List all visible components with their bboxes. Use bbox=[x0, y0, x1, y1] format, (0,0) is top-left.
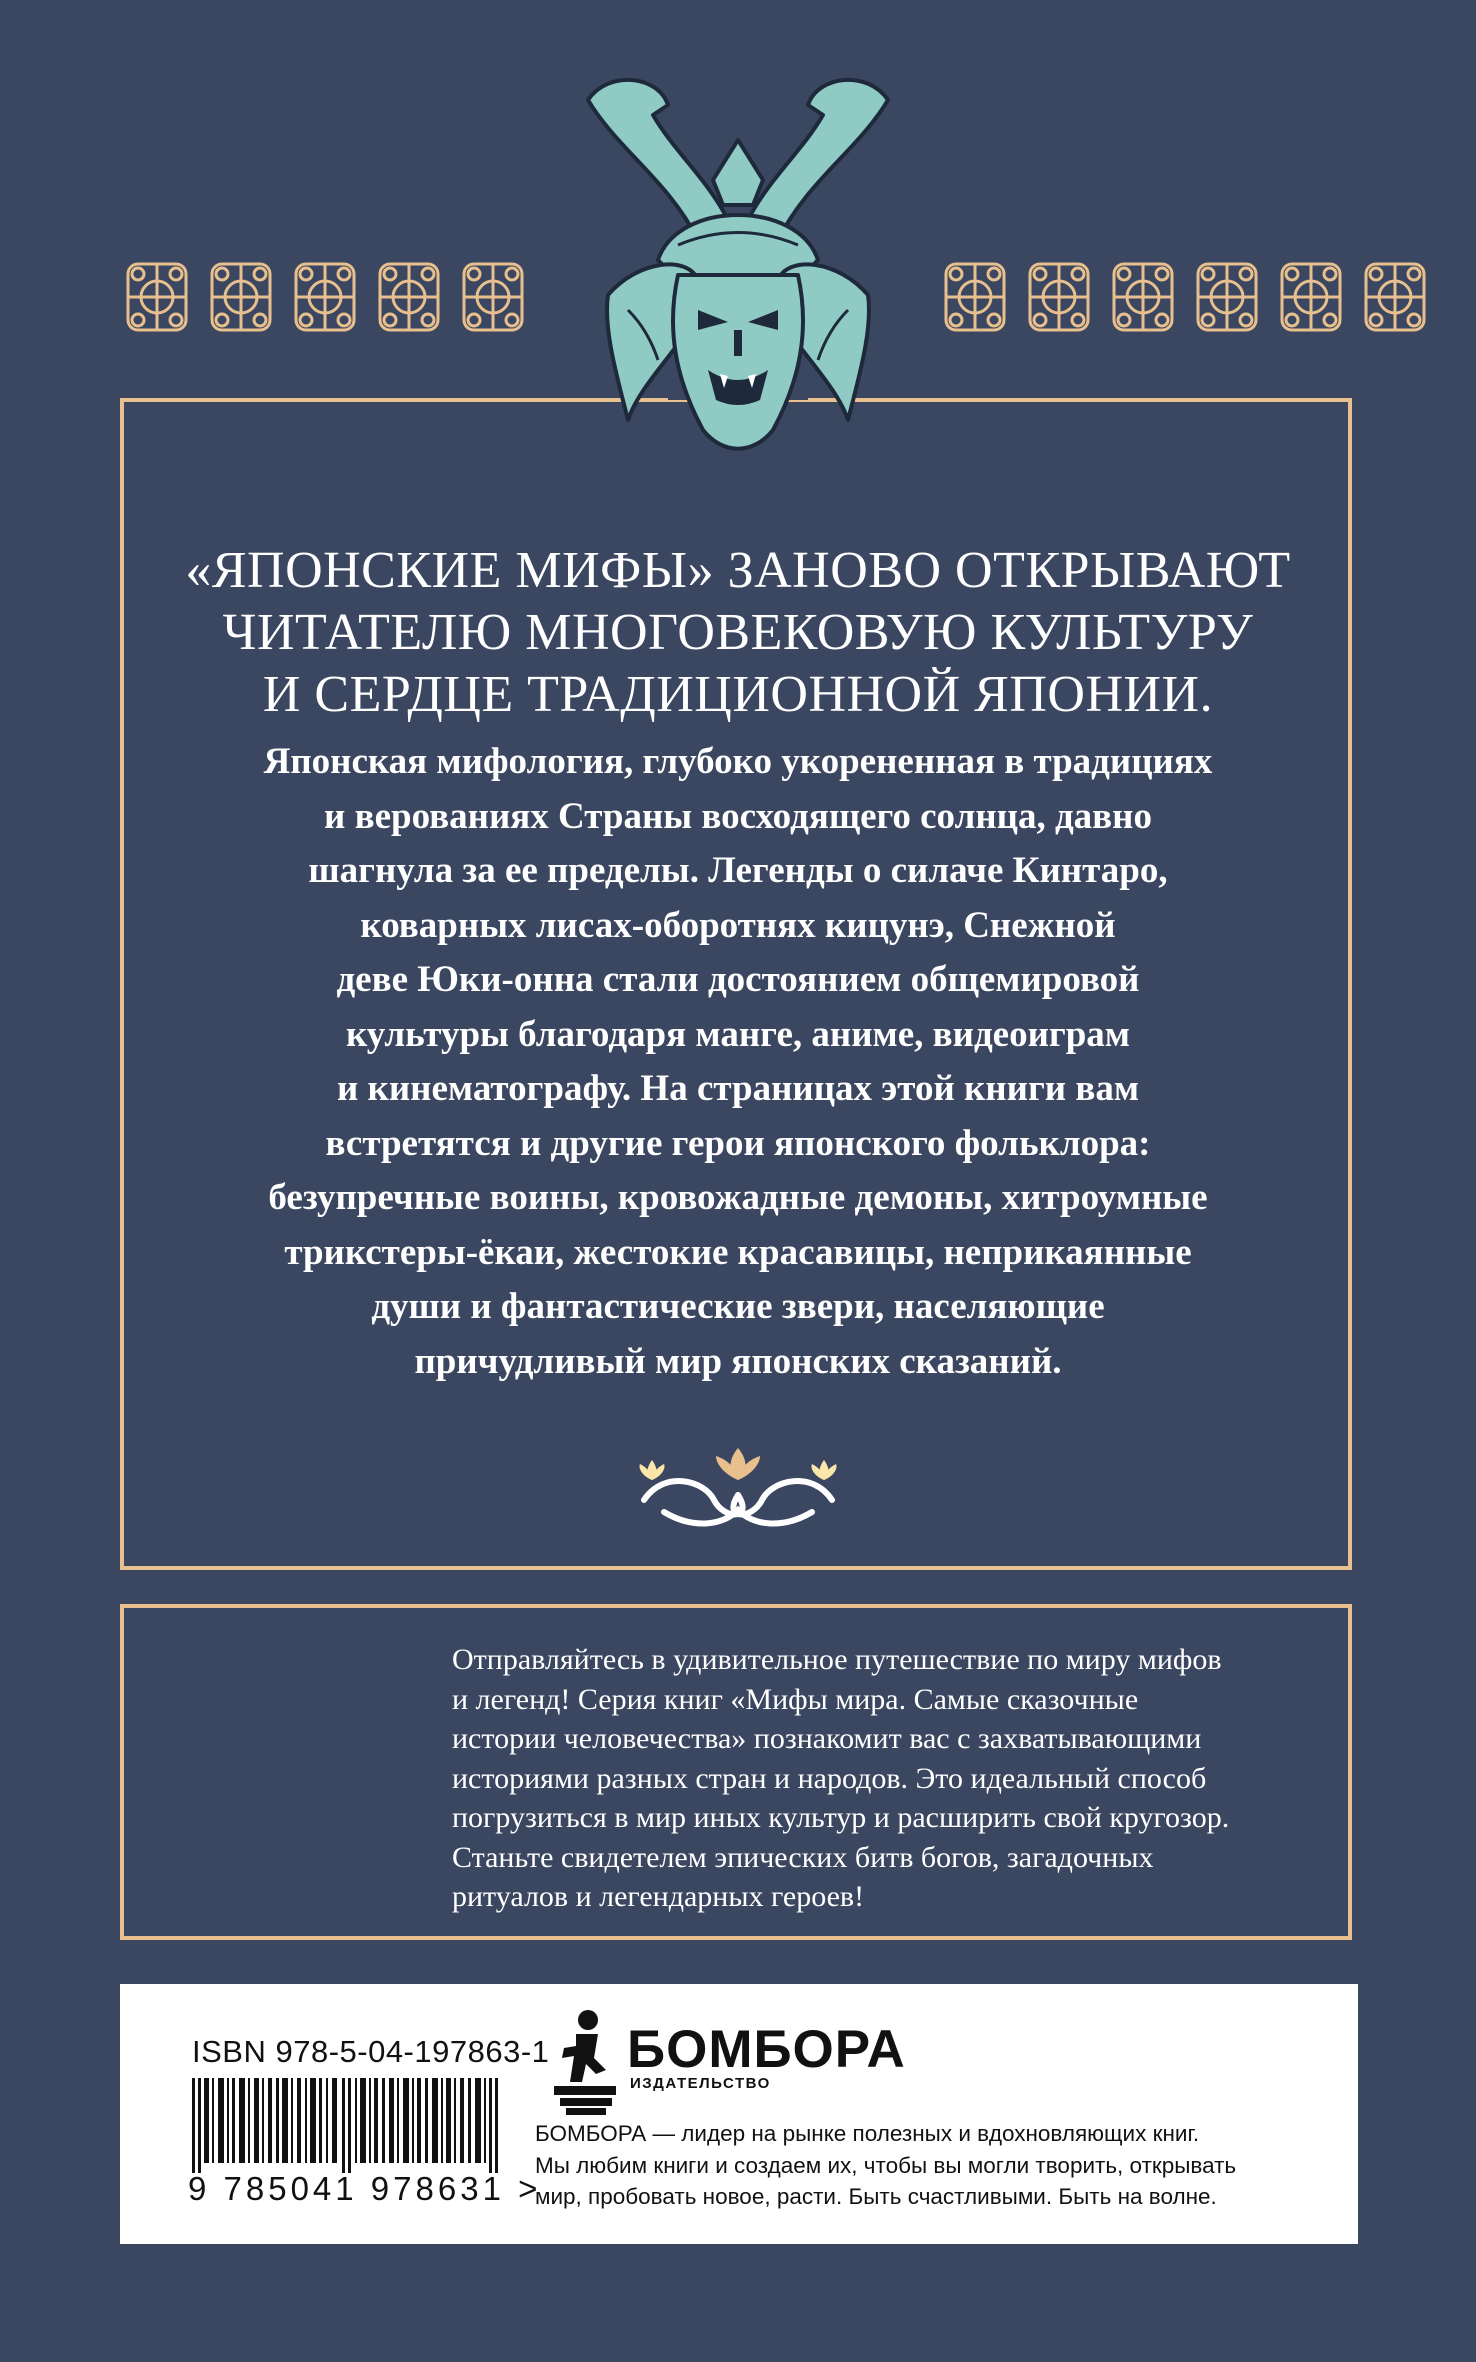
celtic-knot-icon bbox=[118, 252, 196, 342]
series-line: ритуалов и легендарных героев! bbox=[452, 1880, 865, 1913]
celtic-knot-icon bbox=[202, 252, 280, 342]
description-line: и кинематографу. На страницах этой книги вам bbox=[336, 1068, 1140, 1109]
knot-border-right bbox=[936, 252, 1434, 342]
description-line: трикстеры-ёкаи, жестокие красавицы, неприкаянные bbox=[284, 1231, 1192, 1273]
description-line: безупречные воины, кровожадные демоны, хитроумные bbox=[268, 1177, 1208, 1218]
description-line: души и фантастические звери, населяющие bbox=[371, 1286, 1105, 1327]
celtic-knot-icon bbox=[454, 252, 532, 342]
description-line: и верованиях Страны восходящего солнца, давно bbox=[324, 795, 1152, 837]
description bbox=[160, 735, 1316, 1389]
publisher-subtitle: ИЗДАТЕЛЬСТВО bbox=[630, 2075, 771, 2092]
barcode bbox=[192, 2078, 510, 2173]
series-line: историями разных стран и народов. Это идеальный способ bbox=[452, 1761, 1207, 1795]
headline-line: И СЕРДЦЕ ТРАДИЦИОННОЙ ЯПОНИИ. bbox=[262, 666, 1214, 723]
celtic-knot-icon bbox=[1356, 252, 1434, 342]
celtic-knot-icon bbox=[1104, 252, 1182, 342]
headline bbox=[160, 540, 1316, 726]
celtic-knot-icon bbox=[936, 252, 1014, 342]
description-line: встретятся и другие герои японского фольклора: bbox=[325, 1122, 1151, 1164]
description-line: причудливый мир японских сказаний. bbox=[414, 1340, 1062, 1382]
description-line: шагнула за ее пределы. Легенды о силаче Кинтаро, bbox=[308, 850, 1168, 891]
series-line: истории человечества» познакомит вас с захватывающими bbox=[452, 1722, 1202, 1755]
publisher-line: мир, пробовать новое, расти. Быть счастливыми. Быть на волне. bbox=[535, 2184, 1217, 2209]
series-line: и легенд! Серия книг «Мифы мира. Самые сказочные bbox=[452, 1682, 1139, 1716]
series-line: Отправляйтесь в удивительное путешествие по миру мифов bbox=[452, 1643, 1222, 1676]
celtic-knot-icon bbox=[1020, 252, 1098, 342]
series-line: погрузиться в мир иных культур и расширить свой кругозор. bbox=[452, 1801, 1230, 1834]
publisher-description bbox=[535, 2118, 1335, 2213]
description-line: Японская мифология, глубоко укорененная в традициях bbox=[263, 741, 1213, 782]
description-line: коварных лисах-оборотнях кицунэ, Снежной bbox=[360, 904, 1116, 946]
headline-line: ЧИТАТЕЛЮ МНОГОВЕКОВУЮ КУЛЬТУРУ bbox=[222, 604, 1254, 661]
publisher-line: БОМБОРА — лидер на рынке полезных и вдохновляющих книг. bbox=[535, 2121, 1200, 2146]
series-description bbox=[452, 1640, 1308, 1917]
celtic-knot-icon bbox=[286, 252, 364, 342]
isbn-label: ISBN 978-5-04-197863-1 bbox=[192, 2034, 550, 2069]
series-line: Станьте свидетелем эпических битв богов, загадочных bbox=[452, 1840, 1154, 1874]
celtic-knot-icon bbox=[1272, 252, 1350, 342]
description-line: культуры благодаря манге, аниме, видеоиграм bbox=[345, 1013, 1130, 1055]
celtic-knot-icon bbox=[1188, 252, 1266, 342]
samurai-helmet-icon bbox=[548, 30, 928, 500]
publisher-name: БОМБОРА bbox=[627, 2020, 906, 2079]
barcode-digits: 9 785041 978631 > bbox=[188, 2170, 542, 2207]
bombora-runner-logo-icon bbox=[552, 2008, 618, 2118]
celtic-knot-icon bbox=[370, 252, 448, 342]
description-line: деве Юки-онна стали достоянием общемировой bbox=[336, 959, 1140, 1000]
knot-border-left bbox=[118, 252, 532, 342]
headline-line: «ЯПОНСКИЕ МИФЫ» ЗАНОВО ОТКРЫВАЮТ bbox=[185, 542, 1291, 599]
lotus-ornament-icon bbox=[624, 1440, 852, 1530]
publisher-line: Мы любим книги и создаем их, чтобы вы могли творить, открывать bbox=[535, 2152, 1237, 2178]
